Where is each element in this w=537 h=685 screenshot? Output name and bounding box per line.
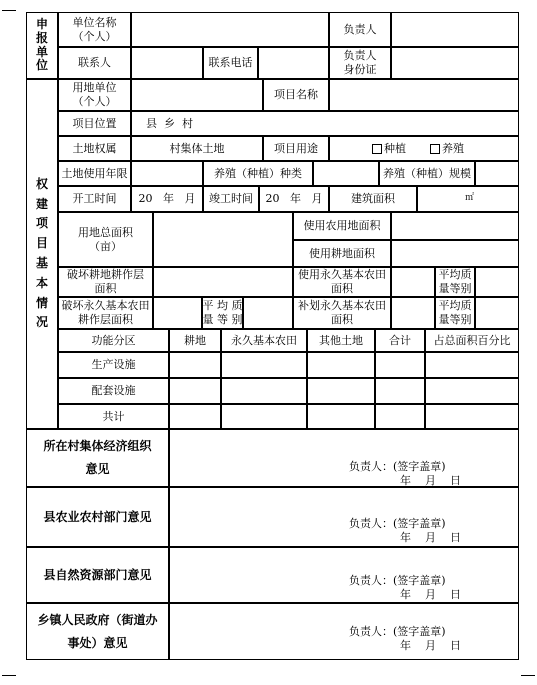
damaged-perm-field[interactable] <box>153 297 202 329</box>
unit-name-label: 单位名称 （个人） <box>58 12 131 47</box>
table-cell[interactable] <box>425 404 519 429</box>
agri-area-field[interactable] <box>391 212 519 240</box>
table-cell[interactable] <box>307 378 375 404</box>
opinion-agri-area[interactable] <box>169 487 519 547</box>
contact-field[interactable] <box>131 47 203 79</box>
build-area-label: 建筑面积 <box>329 186 417 212</box>
term-field[interactable] <box>131 161 203 186</box>
scale-label: 养殖（种植）规模 <box>379 161 475 186</box>
start-label: 开工时间 <box>58 186 131 212</box>
project-section-label: 权 建 项 目 基 本 情 况 <box>26 79 58 429</box>
total-area-field[interactable] <box>153 212 293 267</box>
term-label: 土地使用年限 <box>58 161 131 186</box>
phone-field[interactable] <box>258 47 329 79</box>
species-label: 养殖（种植）种类 <box>203 161 313 186</box>
farm-area-field[interactable] <box>391 240 519 267</box>
avg-grade-2-field[interactable] <box>243 297 293 329</box>
date-label: 年 月 日 <box>400 531 461 544</box>
signature-label: 负责人：(签字盖章) <box>349 625 446 638</box>
opinion-township-label: 乡镇人民政府（街道办 事处）意见 <box>26 603 169 660</box>
opinion-resource-label: 县自然资源部门意见 <box>26 547 169 603</box>
table-cell[interactable] <box>221 352 307 378</box>
agri-area-label: 使用农用地面积 <box>293 212 391 240</box>
opinion-township-area[interactable] <box>169 603 519 660</box>
table-cell[interactable] <box>375 378 425 404</box>
table-cell[interactable] <box>169 378 221 404</box>
crop-mark <box>2 10 16 11</box>
opinion-village-area[interactable] <box>169 429 519 487</box>
table-cell[interactable] <box>169 404 221 429</box>
end-value[interactable]: 20 年 月 <box>259 186 329 212</box>
responsible-label: 负责人 <box>329 12 391 47</box>
date-label: 年 月 日 <box>400 588 461 601</box>
table-header-zone: 功能分区 <box>58 329 169 352</box>
table-cell[interactable] <box>169 352 221 378</box>
damaged-farm-field[interactable] <box>153 267 293 297</box>
perm-farm-label: 使用永久基本农田 面积 <box>293 267 391 297</box>
opinion-resource-area[interactable] <box>169 547 519 603</box>
land-unit-field[interactable] <box>131 79 263 111</box>
planting-label: 种植 <box>384 141 406 155</box>
avg-grade-3-field[interactable] <box>475 297 519 329</box>
farm-area-label: 使用耕地面积 <box>293 240 391 267</box>
opinion-village-label: 所在村集体经济组织 意见 <box>26 429 169 487</box>
total-area-label: 用地总面积 （亩） <box>58 212 153 267</box>
responsible-field[interactable] <box>391 12 519 47</box>
scale-field[interactable] <box>475 161 519 186</box>
table-header-other: 其他土地 <box>307 329 375 352</box>
table-row-label: 共计 <box>58 404 169 429</box>
ownership-value: 村集体土地 <box>131 136 263 161</box>
ownership-label: 土地权属 <box>58 136 131 161</box>
supp-perm-field[interactable] <box>391 297 435 329</box>
damaged-farm-label: 破坏耕地耕作层 面积 <box>58 267 153 297</box>
table-row-label: 配套设施 <box>58 378 169 404</box>
phone-label: 联系电话 <box>203 47 258 79</box>
location-field[interactable]: 县 乡 村 <box>131 111 519 136</box>
table-header-percent: 占总面积百分比 <box>425 329 519 352</box>
avg-grade-label: 平均质 量等别 <box>435 267 475 297</box>
table-header-farm: 耕地 <box>169 329 221 352</box>
avg-grade-2-label: 平 均 质 量 等 别 <box>202 297 243 329</box>
supp-perm-label: 补划永久基本农田 面积 <box>293 297 391 329</box>
avg-grade-field[interactable] <box>475 267 519 297</box>
table-header-perm: 永久基本农田 <box>221 329 307 352</box>
start-value[interactable]: 20 年 月 <box>131 186 203 212</box>
end-label: 竣工时间 <box>203 186 259 212</box>
table-cell[interactable] <box>425 352 519 378</box>
table-cell[interactable] <box>425 378 519 404</box>
purpose-label: 项目用途 <box>263 136 329 161</box>
table-cell[interactable] <box>221 378 307 404</box>
signature-label: 负责人：(签字盖章) <box>349 460 446 473</box>
damaged-perm-label: 破坏永久基本农田 耕作层面积 <box>58 297 153 329</box>
project-name-field[interactable] <box>329 79 519 111</box>
location-label: 项目位置 <box>58 111 131 136</box>
crop-mark <box>521 675 535 676</box>
table-header-total: 合计 <box>375 329 425 352</box>
applicant-section-label: 申 报 单 位 <box>26 12 58 79</box>
perm-farm-field[interactable] <box>391 267 435 297</box>
species-field[interactable] <box>313 161 379 186</box>
table-cell[interactable] <box>221 404 307 429</box>
land-unit-label: 用地单位 （个人） <box>58 79 131 111</box>
breeding-checkbox[interactable] <box>430 144 440 154</box>
table-cell[interactable] <box>375 404 425 429</box>
date-label: 年 月 日 <box>400 639 461 652</box>
planting-checkbox[interactable] <box>372 144 382 154</box>
opinion-agri-label: 县农业农村部门意见 <box>26 487 169 547</box>
table-cell[interactable] <box>307 404 375 429</box>
signature-label: 负责人：(签字盖章) <box>349 574 446 587</box>
table-cell[interactable] <box>307 352 375 378</box>
project-name-label: 项目名称 <box>263 79 329 111</box>
id-card-field[interactable] <box>391 47 519 79</box>
avg-grade-3-label: 平均质 量等别 <box>435 297 475 329</box>
table-row-label: 生产设施 <box>58 352 169 378</box>
table-cell[interactable] <box>375 352 425 378</box>
crop-mark <box>2 675 16 676</box>
date-label: 年 月 日 <box>400 474 461 487</box>
unit-name-field[interactable] <box>131 12 329 47</box>
signature-label: 负责人：(签字盖章) <box>349 517 446 530</box>
build-area-field[interactable]: ㎡ <box>417 186 519 212</box>
purpose-options <box>329 136 519 161</box>
contact-label: 联系人 <box>58 47 131 79</box>
id-card-label: 负责人 身份证 <box>329 47 391 79</box>
breeding-label: 养殖 <box>442 141 464 155</box>
